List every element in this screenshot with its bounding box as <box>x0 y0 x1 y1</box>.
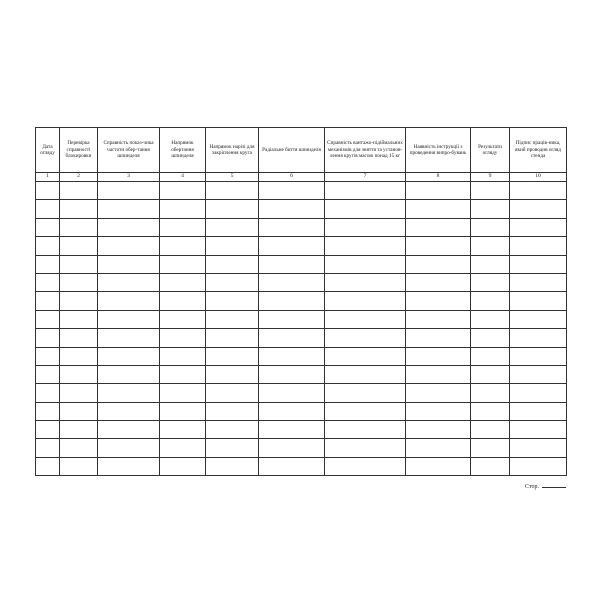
empty-cell <box>406 200 471 218</box>
column-number: 9 <box>471 173 510 182</box>
column-number: 7 <box>325 173 406 182</box>
table-row <box>36 347 567 365</box>
empty-cell <box>60 439 98 457</box>
column-header: Напрямок обертання шпинделя <box>160 128 206 173</box>
column-number: 1 <box>36 173 60 182</box>
empty-cell <box>325 421 406 439</box>
empty-cell <box>325 218 406 236</box>
empty-cell <box>98 439 160 457</box>
column-header: Перевірка справності блокировки <box>60 128 98 173</box>
empty-cell <box>325 255 406 273</box>
column-header: Радіальне биття шпинделя <box>259 128 325 173</box>
empty-cell <box>160 384 206 402</box>
empty-cell <box>510 255 567 273</box>
empty-cell <box>36 365 60 383</box>
empty-cell <box>259 384 325 402</box>
empty-cell <box>60 402 98 420</box>
empty-cell <box>325 347 406 365</box>
empty-cell <box>259 218 325 236</box>
empty-cell <box>160 329 206 347</box>
table-row <box>36 182 567 200</box>
empty-cell <box>325 365 406 383</box>
empty-cell <box>471 255 510 273</box>
column-number: 8 <box>406 173 471 182</box>
empty-cell <box>510 237 567 255</box>
empty-cell <box>206 384 259 402</box>
column-number: 3 <box>98 173 160 182</box>
empty-cell <box>471 329 510 347</box>
empty-cell <box>259 182 325 200</box>
empty-cell <box>259 402 325 420</box>
table-row <box>36 310 567 328</box>
log-body <box>36 182 567 476</box>
empty-cell <box>325 457 406 475</box>
table-row <box>36 365 567 383</box>
table-row <box>36 457 567 475</box>
column-header: Дата огляду <box>36 128 60 173</box>
empty-cell <box>471 200 510 218</box>
table-row <box>36 255 567 273</box>
empty-cell <box>98 421 160 439</box>
empty-cell <box>60 310 98 328</box>
empty-cell <box>471 218 510 236</box>
empty-cell <box>206 310 259 328</box>
empty-cell <box>160 457 206 475</box>
table-row <box>36 402 567 420</box>
empty-cell <box>60 273 98 291</box>
empty-cell <box>160 292 206 310</box>
empty-cell <box>471 292 510 310</box>
empty-cell <box>510 421 567 439</box>
empty-cell <box>160 218 206 236</box>
empty-cell <box>406 237 471 255</box>
empty-cell <box>510 457 567 475</box>
empty-cell <box>60 255 98 273</box>
empty-cell <box>406 457 471 475</box>
empty-cell <box>36 329 60 347</box>
empty-cell <box>471 402 510 420</box>
empty-cell <box>160 421 206 439</box>
empty-cell <box>60 421 98 439</box>
empty-cell <box>406 421 471 439</box>
page-number-label <box>525 481 566 490</box>
empty-cell <box>510 182 567 200</box>
empty-cell <box>259 237 325 255</box>
table-row <box>36 218 567 236</box>
empty-cell <box>259 310 325 328</box>
empty-cell <box>406 218 471 236</box>
empty-cell <box>325 292 406 310</box>
empty-cell <box>510 365 567 383</box>
empty-cell <box>259 457 325 475</box>
empty-cell <box>206 402 259 420</box>
empty-cell <box>325 310 406 328</box>
empty-cell <box>406 255 471 273</box>
empty-cell <box>60 218 98 236</box>
empty-cell <box>471 421 510 439</box>
empty-cell <box>259 329 325 347</box>
empty-cell <box>259 421 325 439</box>
empty-cell <box>471 457 510 475</box>
empty-cell <box>471 310 510 328</box>
empty-cell <box>98 200 160 218</box>
empty-cell <box>259 365 325 383</box>
empty-cell <box>471 347 510 365</box>
empty-cell <box>206 421 259 439</box>
empty-cell <box>98 310 160 328</box>
table-row <box>36 273 567 291</box>
empty-cell <box>36 292 60 310</box>
empty-cell <box>60 329 98 347</box>
empty-cell <box>206 439 259 457</box>
empty-cell <box>406 402 471 420</box>
empty-cell <box>160 365 206 383</box>
empty-cell <box>325 200 406 218</box>
empty-cell <box>206 237 259 255</box>
empty-cell <box>510 402 567 420</box>
empty-cell <box>325 402 406 420</box>
empty-cell <box>60 365 98 383</box>
empty-cell <box>510 347 567 365</box>
empty-cell <box>510 292 567 310</box>
empty-cell <box>206 329 259 347</box>
empty-cell <box>406 365 471 383</box>
empty-cell <box>471 365 510 383</box>
empty-cell <box>36 347 60 365</box>
empty-cell <box>510 310 567 328</box>
empty-cell <box>60 384 98 402</box>
empty-cell <box>60 182 98 200</box>
empty-cell <box>98 218 160 236</box>
empty-cell <box>36 402 60 420</box>
empty-cell <box>206 365 259 383</box>
empty-cell <box>160 439 206 457</box>
empty-cell <box>160 255 206 273</box>
column-number: 2 <box>60 173 98 182</box>
empty-cell <box>98 182 160 200</box>
empty-cell <box>259 255 325 273</box>
empty-cell <box>98 329 160 347</box>
empty-cell <box>325 237 406 255</box>
empty-cell <box>36 273 60 291</box>
empty-cell <box>36 255 60 273</box>
table-row <box>36 421 567 439</box>
empty-cell <box>36 182 60 200</box>
empty-cell <box>160 237 206 255</box>
table-row <box>36 439 567 457</box>
empty-cell <box>98 347 160 365</box>
table-row <box>36 237 567 255</box>
inspection-log-table <box>35 127 567 476</box>
column-number-row <box>36 173 567 182</box>
empty-cell <box>471 237 510 255</box>
empty-cell <box>160 402 206 420</box>
empty-cell <box>36 457 60 475</box>
column-number: 6 <box>259 173 325 182</box>
empty-cell <box>36 421 60 439</box>
empty-cell <box>98 255 160 273</box>
empty-cell <box>36 384 60 402</box>
empty-cell <box>406 310 471 328</box>
empty-cell <box>98 402 160 420</box>
empty-cell <box>406 182 471 200</box>
empty-cell <box>406 292 471 310</box>
page-number-blank <box>542 481 566 488</box>
empty-cell <box>471 182 510 200</box>
empty-cell <box>60 347 98 365</box>
empty-cell <box>60 457 98 475</box>
empty-cell <box>325 384 406 402</box>
empty-cell <box>98 457 160 475</box>
empty-cell <box>406 347 471 365</box>
column-number: 5 <box>206 173 259 182</box>
empty-cell <box>471 273 510 291</box>
empty-cell <box>36 218 60 236</box>
empty-cell <box>206 182 259 200</box>
column-header: Напрямок нарізі для закріплення круга <box>206 128 259 173</box>
empty-cell <box>60 237 98 255</box>
empty-cell <box>510 273 567 291</box>
empty-cell <box>36 310 60 328</box>
empty-cell <box>471 439 510 457</box>
column-header: Наявність інструкції з проведення випро-бувань <box>406 128 471 173</box>
empty-cell <box>325 329 406 347</box>
empty-cell <box>36 200 60 218</box>
empty-cell <box>259 292 325 310</box>
empty-cell <box>60 200 98 218</box>
empty-cell <box>206 218 259 236</box>
empty-cell <box>98 292 160 310</box>
empty-cell <box>406 439 471 457</box>
empty-cell <box>259 347 325 365</box>
empty-cell <box>206 292 259 310</box>
column-header: Результати огляду <box>471 128 510 173</box>
empty-cell <box>98 365 160 383</box>
empty-cell <box>406 273 471 291</box>
empty-cell <box>36 237 60 255</box>
page-label-text: Стор. <box>525 484 539 490</box>
empty-cell <box>325 182 406 200</box>
column-number: 10 <box>510 173 567 182</box>
empty-cell <box>160 347 206 365</box>
empty-cell <box>406 384 471 402</box>
empty-cell <box>259 200 325 218</box>
empty-cell <box>325 439 406 457</box>
empty-cell <box>160 182 206 200</box>
column-header: Справність показ-чика частоти обер-тання шпинделя <box>98 128 160 173</box>
empty-cell <box>60 292 98 310</box>
empty-cell <box>36 439 60 457</box>
table-row <box>36 200 567 218</box>
table-row <box>36 329 567 347</box>
empty-cell <box>160 273 206 291</box>
empty-cell <box>510 218 567 236</box>
column-number: 4 <box>160 173 206 182</box>
empty-cell <box>98 237 160 255</box>
table-row <box>36 384 567 402</box>
column-header: Справність вантажо-підіймальних механізмів для зняття та установ-лення кругів масою понад 15 кг <box>325 128 406 173</box>
empty-cell <box>259 273 325 291</box>
empty-cell <box>206 200 259 218</box>
empty-cell <box>471 384 510 402</box>
empty-cell <box>206 347 259 365</box>
empty-cell <box>259 439 325 457</box>
empty-cell <box>510 329 567 347</box>
empty-cell <box>206 273 259 291</box>
empty-cell <box>325 273 406 291</box>
empty-cell <box>510 439 567 457</box>
empty-cell <box>510 384 567 402</box>
empty-cell <box>98 384 160 402</box>
empty-cell <box>160 310 206 328</box>
empty-cell <box>98 273 160 291</box>
empty-cell <box>206 457 259 475</box>
empty-cell <box>406 329 471 347</box>
empty-cell <box>206 255 259 273</box>
empty-cell <box>160 200 206 218</box>
column-header: Підпис праців-ника, який проводив огляд стенда <box>510 128 567 173</box>
table-row <box>36 292 567 310</box>
header-row <box>36 128 567 173</box>
empty-cell <box>510 200 567 218</box>
